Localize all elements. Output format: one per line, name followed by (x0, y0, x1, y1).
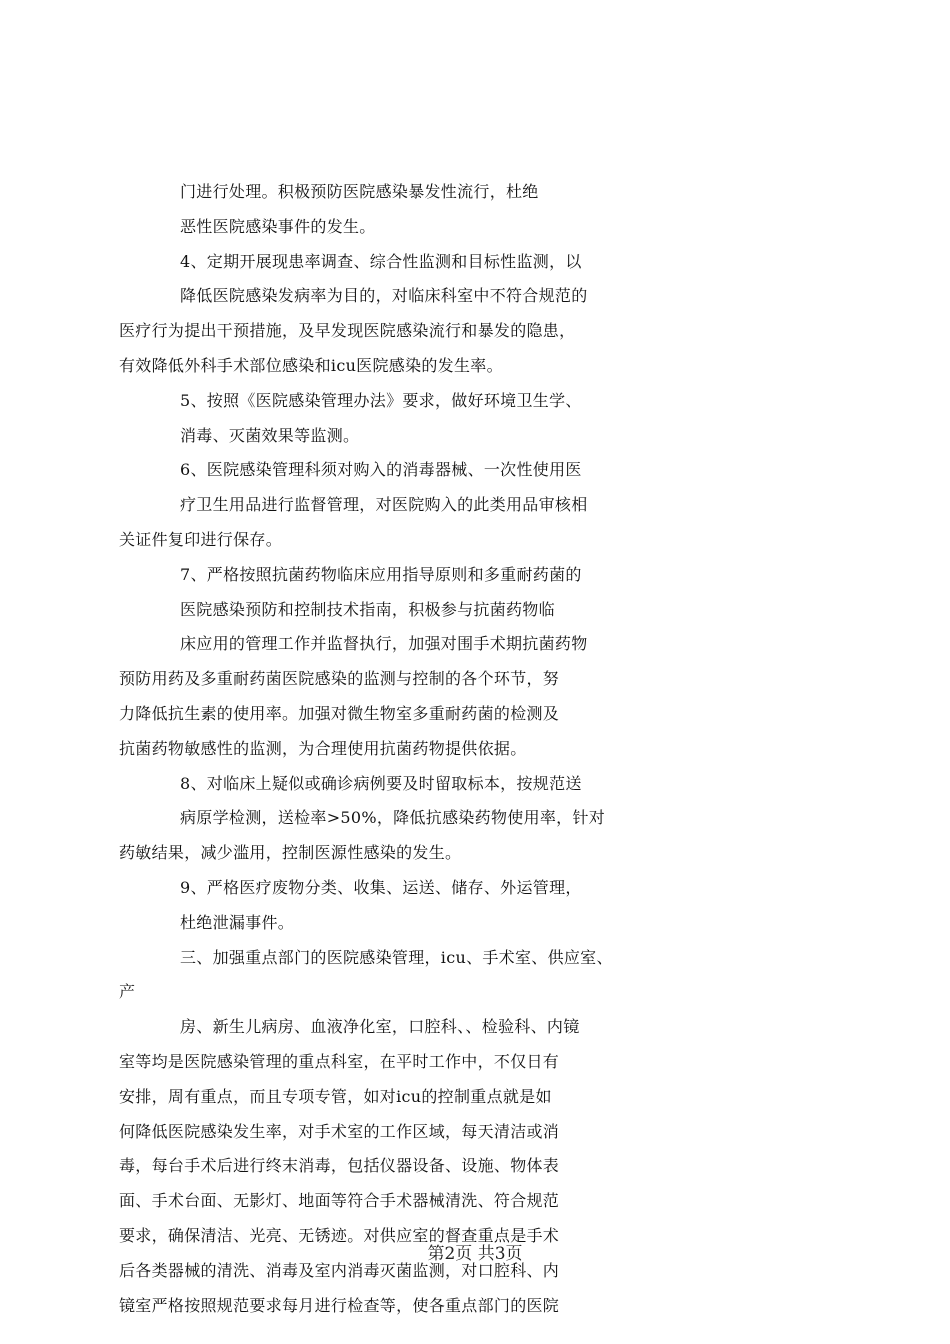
text-line: 4、定期开展现患率调查、综合性监测和目标性监测，以 (180, 251, 582, 271)
document-body (0, 175, 950, 1323)
text-line: 面、手术台面、无影灯、地面等符合手术器械清洗、符合规范 (119, 1191, 560, 1211)
text-line: 预防用药及多重耐药菌医院感染的监测与控制的各个环节，努 (119, 669, 560, 689)
text-line: 床应用的管理工作并监督执行，加强对围手术期抗菌药物 (180, 634, 588, 654)
text-line: 医院感染预防和控制技术指南，积极参与抗菌药物临 (180, 599, 555, 619)
text-line: 杜绝泄漏事件。 (180, 912, 295, 932)
text-line: 力降低抗生素的使用率。加强对微生物室多重耐药菌的检测及 (119, 703, 560, 723)
text-line: 产 (119, 982, 136, 1002)
text-line: 抗菌药物敏感性的监测，为合理使用抗菌药物提供依据。 (119, 738, 527, 758)
text-line: 6、医院感染管理科须对购入的消毒器械、一次性使用医 (180, 460, 582, 480)
text-line: 后各类器械的清洗、消毒及室内消毒灭菌监测，对口腔科、内 (119, 1260, 560, 1280)
text-line: 恶性医院感染事件的发生。 (180, 216, 376, 236)
text-line: 8、对临床上疑似或确诊病例要及时留取标本，按规范送 (180, 773, 582, 793)
text-line: 5、按照《医院感染管理办法》要求，做好环境卫生学、 (180, 390, 582, 410)
text-line: 疗卫生用品进行监督管理，对医院购入的此类用品审核相 (180, 495, 588, 515)
text-line: 病原学检测，送检率>50%，降低抗感染药物使用率，针对 (180, 808, 606, 828)
text-line: 要求，确保清洁、光亮、无锈迹。对供应室的督查重点是手术 (119, 1225, 560, 1245)
text-line: 有效降低外科手术部位感染和icu医院感染的发生率。 (119, 355, 503, 375)
text-line: 房、新生儿病房、血液净化室，口腔科、、检验科、内镜 (180, 1017, 580, 1037)
text-line: 室等均是医院感染管理的重点科室，在平时工作中，不仅日有 (119, 1051, 560, 1071)
text-line: 镜室严格按照规范要求每月进行检查等，使各重点部门的医院 (119, 1295, 560, 1315)
text-line: 安排，周有重点，而且专项专管，如对icu的控制重点就是如 (119, 1086, 552, 1106)
text-line: 7、严格按照抗菌药物临床应用指导原则和多重耐药菌的 (180, 564, 582, 584)
text-line: 何降低医院感染发生率，对手术室的工作区域，每天清洁或消 (119, 1121, 560, 1141)
text-line: 三、加强重点部门的医院感染管理，icu、手术室、供应室、 (180, 947, 613, 967)
text-line: 9、严格医疗废物分类、收集、运送、储存、外运管理， (180, 877, 582, 897)
text-line: 毒，每台手术后进行终末消毒，包括仪器设备、设施、物体表 (119, 1156, 560, 1176)
text-line: 门进行处理。积极预防医院感染暴发性流行，杜绝 (180, 182, 539, 201)
text-line: 关证件复印进行保存。 (119, 529, 283, 549)
page-footer: 第2页 共3页 (427, 1244, 523, 1264)
text-line: 医疗行为提出干预措施，及早发现医院感染流行和暴发的隐患， (119, 321, 576, 341)
text-line: 降低医院感染发病率为目的，对临床科室中不符合规范的 (180, 286, 588, 306)
text-line: 消毒、灭菌效果等监测。 (180, 425, 360, 445)
text-line: 药敏结果，减少滥用，控制医源性感染的发生。 (119, 843, 462, 863)
